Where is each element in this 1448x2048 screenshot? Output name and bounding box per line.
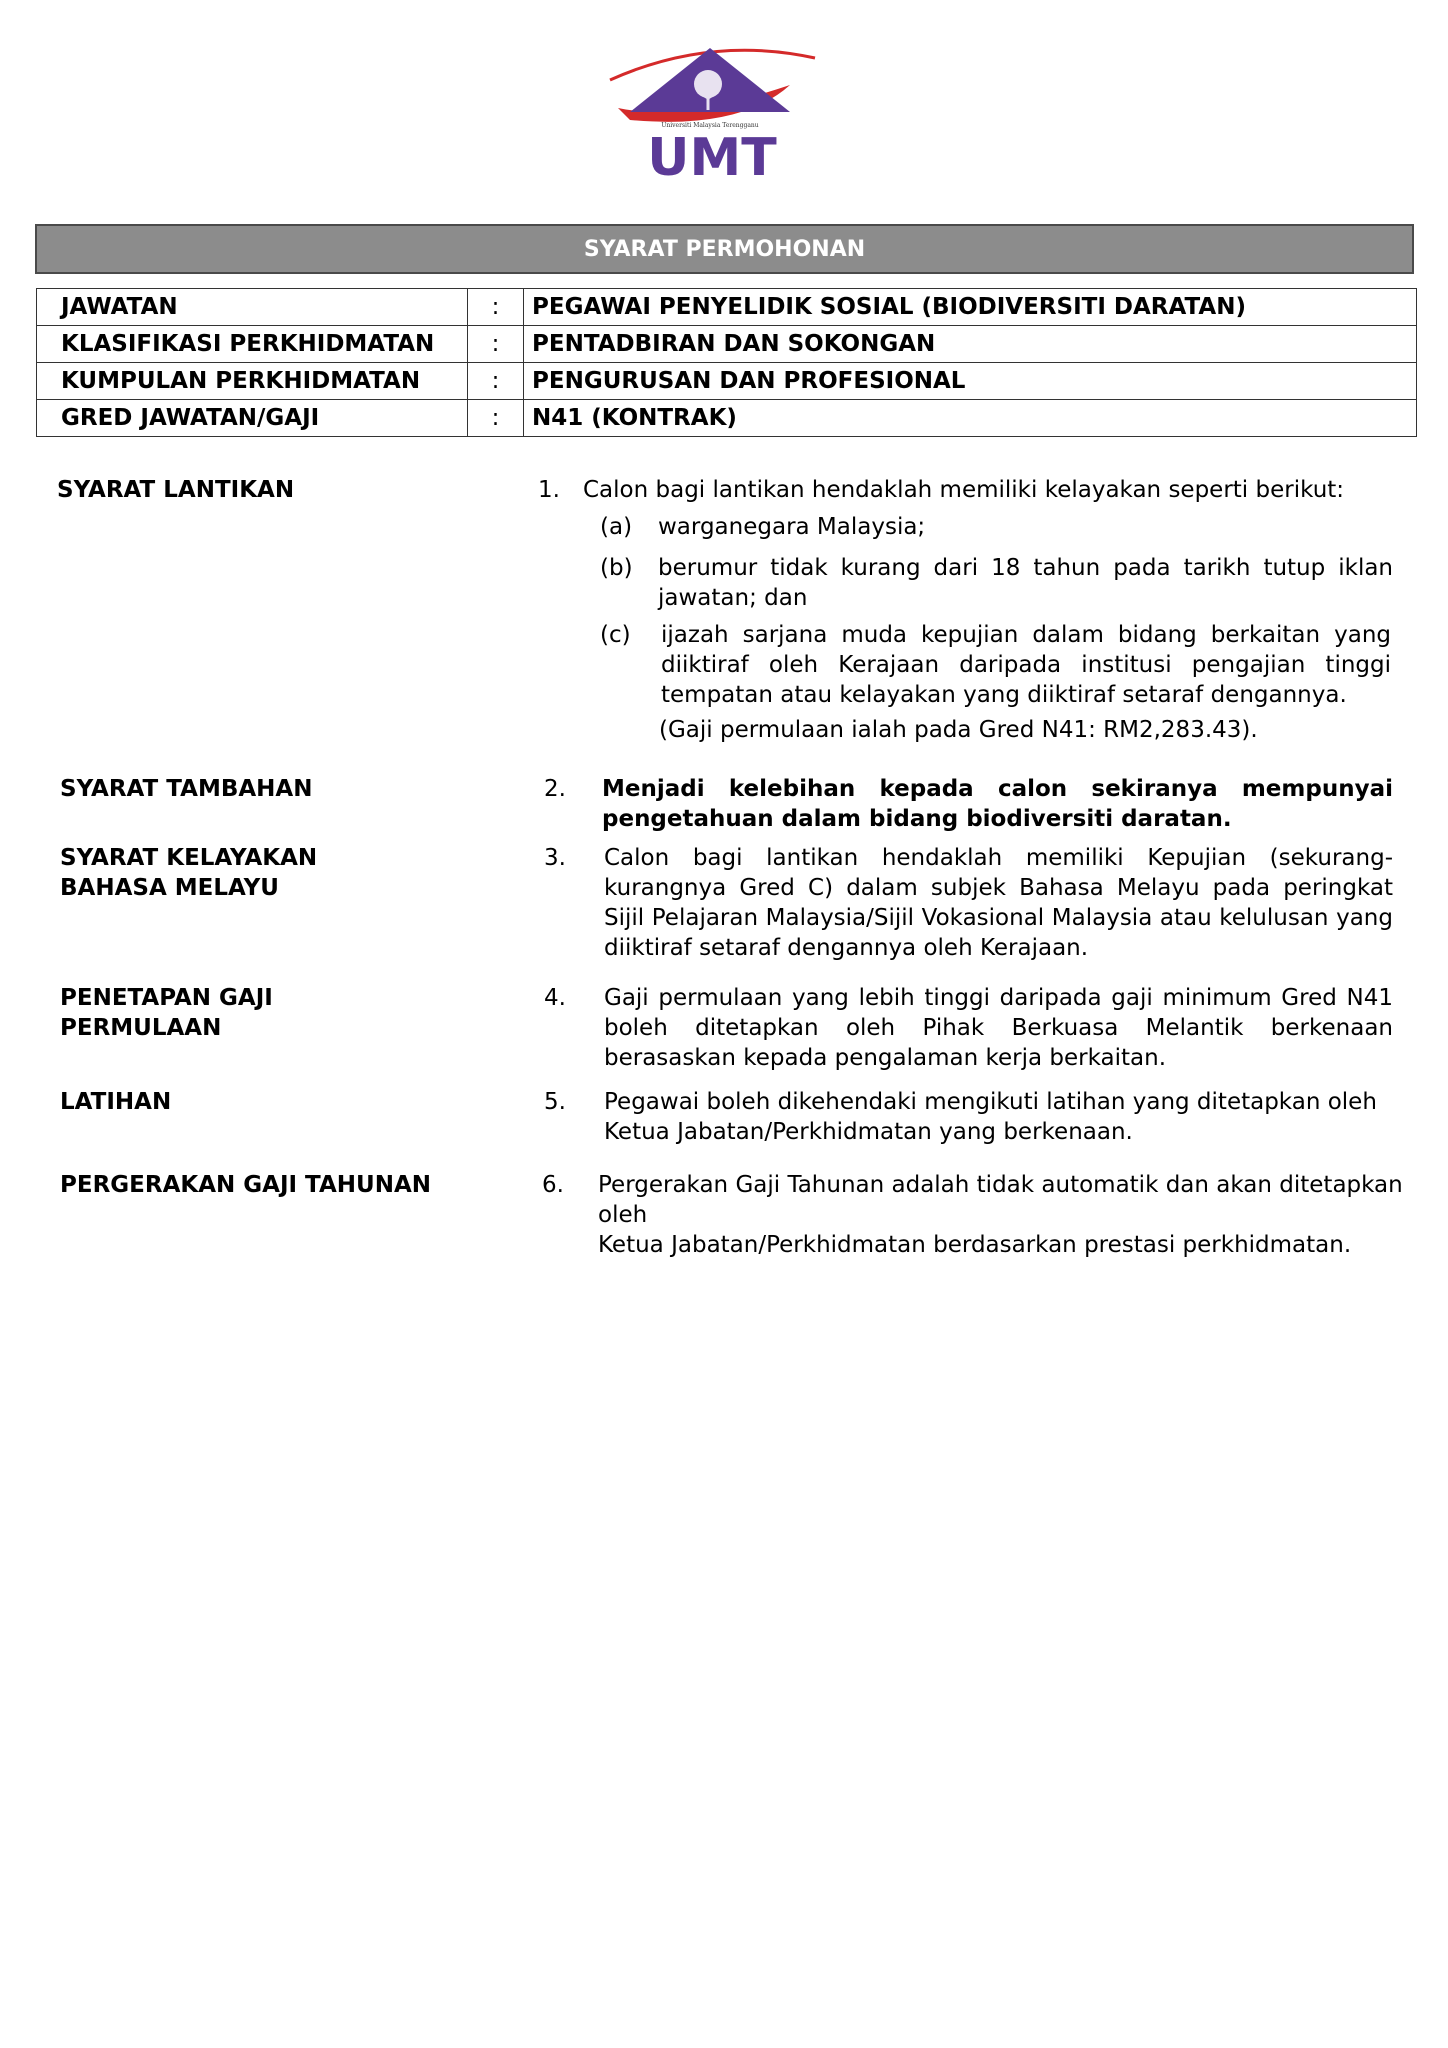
- info-value: N41 (KONTRAK): [524, 400, 1417, 437]
- info-row-gred: [37, 400, 1417, 437]
- text-line: Pegawai boleh dikehendaki mengikuti latihan yang ditetapkan oleh: [604, 1089, 1377, 1115]
- label-line: PENETAPAN GAJI: [60, 985, 273, 1011]
- lantikan-intro: Calon bagi lantikan hendaklah memiliki kelayakan seperti berikut:: [583, 477, 1345, 503]
- logo-subtitle: Universiti Malaysia Terengganu: [661, 122, 759, 129]
- info-label: JAWATAN: [37, 289, 468, 326]
- label-pergerakan-gaji: PERGERAKAN GAJI TAHUNAN: [60, 1172, 431, 1198]
- label-syarat-lantikan: SYARAT LANTIKAN: [57, 477, 295, 503]
- sub-item-letter: (a): [600, 514, 633, 540]
- logo-text: UMT: [647, 128, 777, 188]
- item-number: 4.: [544, 985, 566, 1011]
- info-separator: :: [468, 400, 524, 437]
- info-value: PEGAWAI PENYELIDIK SOSIAL (BIODIVERSITI DARATAN): [524, 289, 1417, 326]
- label-latihan: LATIHAN: [60, 1089, 172, 1115]
- bahasa-text: Calon bagi lantikan hendaklah memiliki Kepujian (sekurang- kurangnya Gred C) dalam subjek Bahasa Melayu pada peringkat Sijil Pelajaran Malaysia/Sijil Vokasional Malaysia atau kelulusan yang diiktiraf setaraf dengannya oleh Kerajaan.: [604, 845, 1393, 961]
- info-separator: :: [468, 289, 524, 326]
- info-label: KUMPULAN PERKHIDMATAN: [37, 363, 468, 400]
- item-number: 2.: [544, 776, 566, 802]
- sub-item-letter: (c): [600, 622, 631, 648]
- job-info-table: [36, 288, 1417, 437]
- pergerakan-text: [598, 1170, 1408, 1260]
- info-label: KLASIFIKASI PERKHIDMATAN: [37, 326, 468, 363]
- label-syarat-tambahan: SYARAT TAMBAHAN: [60, 776, 313, 802]
- label-line: PERMULAAN: [60, 1015, 222, 1041]
- text-line: Ketua Jabatan/Perkhidmatan berdasarkan prestasi perkhidmatan.: [598, 1232, 1352, 1258]
- info-value: PENGURUSAN DAN PROFESIONAL: [524, 363, 1417, 400]
- sub-item-text: warganegara Malaysia;: [658, 514, 926, 540]
- item-number: 1.: [538, 477, 560, 503]
- label-syarat-bahasa: [60, 843, 520, 903]
- text-line: Ketua Jabatan/Perkhidmatan yang berkenaan.: [604, 1119, 1133, 1145]
- info-label: GRED JAWATAN/GAJI: [37, 400, 468, 437]
- info-row-klasifikasi: [37, 326, 1417, 363]
- info-row-kumpulan: [37, 363, 1417, 400]
- penetapan-text: Gaji permulaan yang lebih tinggi daripada gaji minimum Gred N41 boleh ditetapkan oleh Pihak Berkuasa Melantik berkenaan berasaskan kepada pengalaman kerja berkaitan.: [604, 985, 1393, 1071]
- sub-item-text: ijazah sarjana muda kepujian dalam bidang berkaitan yang diiktiraf oleh Kerajaan daripada institusi pengajian tinggi tempatan atau kelayakan yang diiktiraf setaraf dengannya.: [661, 622, 1391, 708]
- info-value: PENTADBIRAN DAN SOKONGAN: [524, 326, 1417, 363]
- salary-note: (Gaji permulaan ialah pada Gred N41: RM2,283.43).: [659, 717, 1258, 743]
- section-banner: [35, 224, 1414, 274]
- umt-logo-graphic: [600, 40, 830, 190]
- item-number: 5.: [544, 1089, 566, 1115]
- info-row-jawatan: [37, 289, 1417, 326]
- info-separator: :: [468, 326, 524, 363]
- sub-item-letter: (b): [600, 555, 633, 581]
- sub-item-text: berumur tidak kurang dari 18 tahun pada tarikh tutup iklan jawatan; dan: [658, 555, 1393, 611]
- label-penetapan-gaji: [60, 983, 520, 1043]
- label-line: BAHASA MELAYU: [60, 875, 279, 901]
- tambahan-text: Menjadi kelebihan kepada calon sekiranya mempunyai pengetahuan dalam bidang biodiversiti daratan.: [602, 776, 1393, 832]
- banner-title: SYARAT PERMOHONAN: [583, 236, 866, 262]
- umt-logo: [600, 40, 830, 190]
- latihan-text: [604, 1087, 1404, 1147]
- item-number: 3.: [544, 845, 566, 871]
- info-separator: :: [468, 363, 524, 400]
- item-number: 6.: [542, 1172, 564, 1198]
- label-line: SYARAT KELAYAKAN: [60, 845, 318, 871]
- text-line: Pergerakan Gaji Tahunan adalah tidak automatik dan akan ditetapkan oleh: [598, 1172, 1403, 1228]
